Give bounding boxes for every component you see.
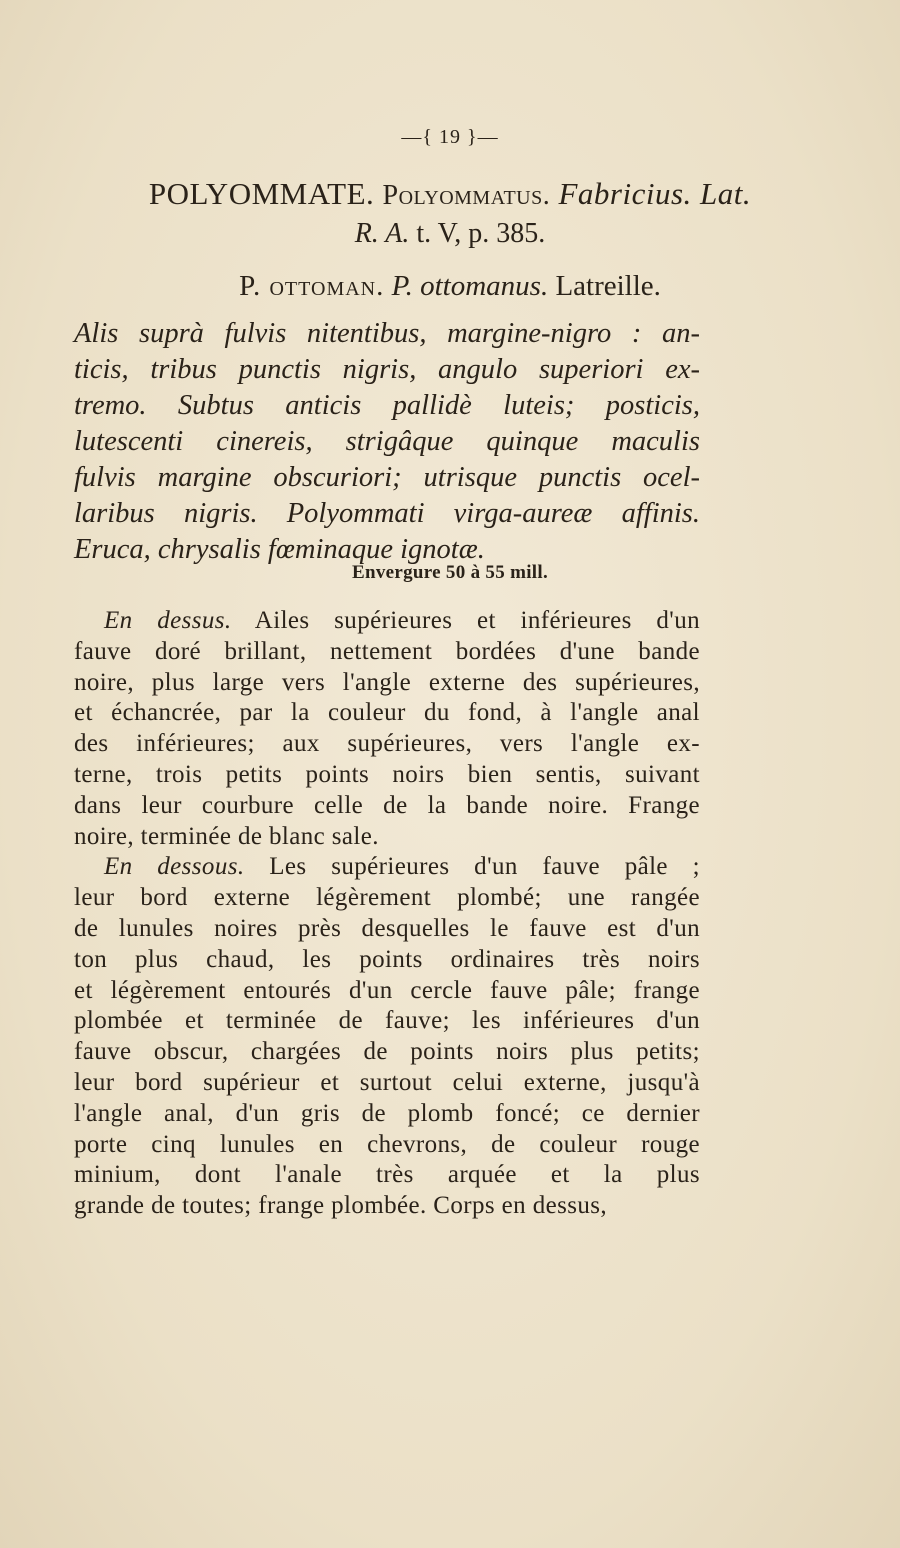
paragraph-line: porte cinq lunules en chevrons, de couleur rouge (74, 1130, 700, 1158)
paragraph-line: terne, trois petits points noirs bien sentis, suivant (74, 760, 700, 788)
paragraph-lead: En dessous. (104, 853, 245, 881)
paragraph-lead: En dessus. (104, 607, 232, 634)
genus-author: Fabricius. (558, 176, 692, 211)
paragraph-line: grande de toutes; frange plombée. Corps en dessus, (74, 1192, 608, 1220)
species-heading (0, 270, 900, 303)
latin-description-line: Eruca, chrysalis fœminaque ignotæ. (74, 534, 485, 565)
paragraph-line: noire, plus large vers l'angle externe des supérieures, (74, 668, 700, 696)
latin-description-line: Alis suprà fulvis nitentibus, margine-nigro : an- (74, 318, 700, 349)
reference-volume-page: t. V, p. 385. (416, 218, 546, 249)
latin-description-line: tremo. Subtus anticis pallidè luteis; posticis, (74, 390, 700, 421)
paragraph-line: minium, dont l'anale très arquée et la plus (74, 1161, 700, 1189)
paragraph-line: plombée et terminée de fauve; les inférieures d'un (74, 1007, 700, 1035)
latin-description-line: fulvis margine obscuriori; utrisque punctis ocel- (74, 462, 700, 493)
paragraph-line: En dessus. Ailes supérieures et inférieures d'un (104, 607, 700, 634)
latin-description-line: laribus nigris. Polyommati virga-aureæ affinis. (74, 498, 700, 529)
paragraph-line: noire, terminée de blanc sale. (74, 822, 379, 850)
paragraph-line: et légèrement entourés d'un cercle fauve pâle; frange (74, 976, 700, 1004)
species-common-name: P. ottoman. (239, 270, 385, 302)
paragraph-line: et échancrée, par la couleur du fond, à l'angle anal (74, 699, 700, 727)
genus-name: POLYOMMATE. (148, 176, 375, 211)
genus-lat: Lat. (700, 176, 752, 211)
paragraph-line: dans leur courbure celle de la bande noire. Frange (74, 791, 700, 819)
species-author: Latreille. (555, 270, 661, 302)
reference-ra: R. A. (354, 218, 410, 249)
paragraph-line: fauve doré brillant, nettement bordées d'une bande (74, 637, 700, 665)
latin-description-line: lutescenti cinereis, strigâque quinque maculis (74, 426, 700, 457)
genus-heading (0, 176, 900, 212)
paragraph-line: de lunules noires près desquelles le fauve est d'un (74, 914, 700, 942)
paragraph-line: fauve obscur, chargées de points noirs plus petits; (74, 1038, 700, 1066)
paragraph-line: ton plus chaud, les points ordinaires très noirs (74, 945, 700, 973)
genus-latin-name: Polyommatus. (382, 180, 551, 211)
latin-description-line: ticis, tribus punctis nigris, angulo superiori ex- (74, 354, 700, 385)
species-latin-name: P. ottomanus. (391, 270, 549, 302)
paragraph-line: En dessous. Les supérieures d'un fauve pâle ; (104, 853, 700, 881)
paragraph-line: des inférieures; aux supérieures, vers l'angle ex- (74, 730, 700, 758)
wingspan: Envergure 50 à 55 mill. (351, 562, 548, 583)
paragraph-line: leur bord supérieur et surtout celui externe, jusqu'à (74, 1068, 700, 1096)
latin-description (74, 316, 700, 568)
reference-line (0, 218, 900, 250)
page-number: —{ 19 }— (401, 126, 499, 148)
paragraph-line: l'angle anal, d'un gris de plomb foncé; ce dernier (74, 1099, 700, 1127)
description-body (74, 606, 700, 1222)
paragraph-line: leur bord externe légèrement plombé; une rangée (74, 884, 700, 912)
